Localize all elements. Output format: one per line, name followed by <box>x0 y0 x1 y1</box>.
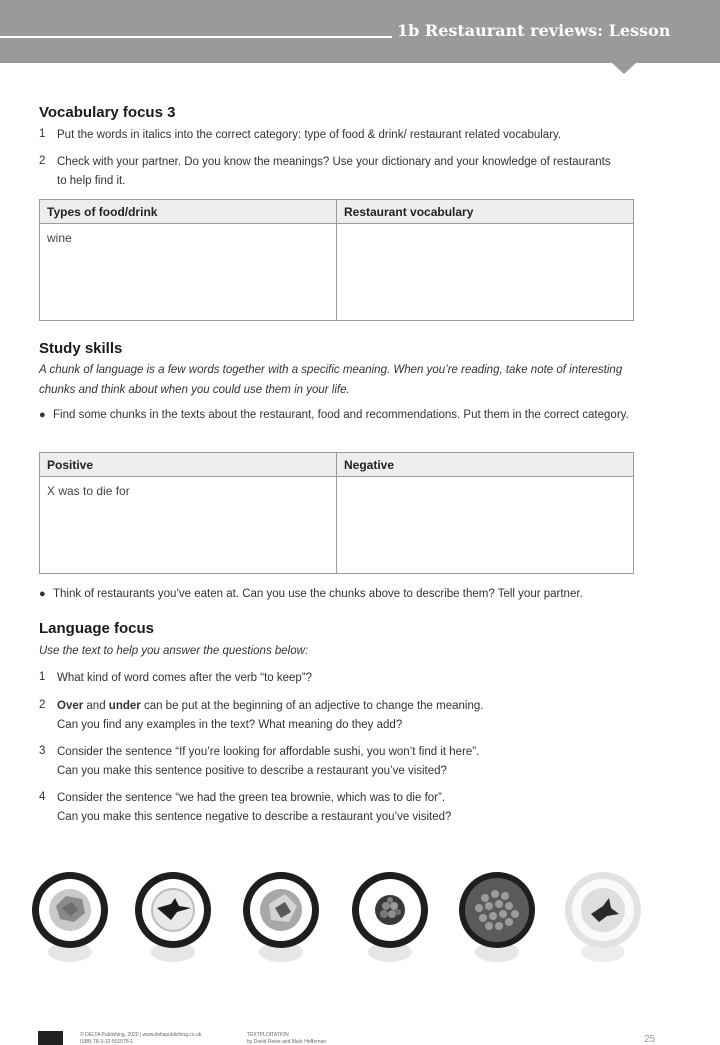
sushi-plate-icon <box>30 868 110 968</box>
language-q2-bold-over: Over <box>57 700 84 712</box>
chunks-table-cell-negative <box>337 477 634 574</box>
language-q2-bold-under: under <box>108 700 141 712</box>
chunks-table-header-negative: Negative <box>337 453 634 477</box>
language-q2-number: 2 <box>39 699 46 711</box>
sushi-plate-icon <box>563 868 643 968</box>
language-q2-rest: can be put at the beginning of an adjective to change the meaning. <box>140 700 484 712</box>
study-bullet-1-text: Find some chunks in the texts about the restaurant, food and recommendations. Put them in the correct category. <box>53 409 629 421</box>
language-q4-number: 4 <box>39 791 46 803</box>
vocab-table <box>39 199 634 321</box>
language-q2-line-1 <box>57 697 647 716</box>
header-rule <box>0 36 392 38</box>
sushi-plate-icon <box>133 868 213 968</box>
language-q1-number: 1 <box>39 671 46 683</box>
language-q3-line-2: Can you make this sentence positive to describe a restaurant you’ve visited? <box>57 765 447 777</box>
vocab-item-1-number: 1 <box>39 128 46 140</box>
sushi-plate-icon <box>350 868 430 968</box>
study-heading: Study skills <box>39 340 123 357</box>
vocab-table-header-food: Types of food/drink <box>40 200 337 224</box>
language-q3-line-1: Consider the sentence “If you’re looking for affordable sushi, you won’t find it here”. <box>57 746 480 758</box>
vocab-heading: Vocabulary focus 3 <box>39 104 176 121</box>
study-intro: A chunk of language is a few words together with a specific meaning. When you’re reading, take note of interesting chunks and think about when you could use them in your life. <box>39 364 623 396</box>
vocab-item-1-text: Put the words in italics into the correct category: type of food & drink/ restaurant related vocabulary. <box>57 129 562 141</box>
study-bullet-1-marker: ● <box>39 409 46 421</box>
language-q1-text: What kind of word comes after the verb “to keep”? <box>57 672 313 684</box>
sushi-plate-icon <box>457 868 537 968</box>
header-tab-marker <box>612 63 636 74</box>
vocab-table-header-restaurant: Restaurant vocabulary <box>337 200 634 224</box>
language-intro: Use the text to help you answer the questions below: <box>39 645 309 657</box>
vocab-table-cell-food: wine <box>40 224 337 321</box>
vocab-item-2-number: 2 <box>39 155 46 167</box>
chunks-table-header-positive: Positive <box>40 453 337 477</box>
language-q4-line-2: Can you make this sentence negative to describe a restaurant you’ve visited? <box>57 811 452 823</box>
language-heading: Language focus <box>39 620 155 637</box>
sushi-plate-icon <box>241 868 321 968</box>
footer-series: TEXTPLOITATION <box>247 1032 289 1038</box>
footer-copyright: © DELTA Publishing, 2020 | www.deltapublishing.co.uk <box>80 1032 202 1038</box>
study-bullet-2-marker: ● <box>39 588 46 600</box>
page-title: 1b Restaurant reviews: Lesson <box>397 21 671 40</box>
language-q2-and: and <box>83 700 109 712</box>
delta-logo <box>38 1031 63 1045</box>
sushi-plates-illustration <box>0 868 720 978</box>
footer-authors: by David Rowe and Mark Heffernan <box>247 1039 327 1045</box>
vocab-item-2-text: Check with your partner. Do you know the meanings? Use your dictionary and your knowledge of restaurants to help find it. <box>57 156 611 187</box>
language-q4-line-1: Consider the sentence “we had the green tea brownie, which was to die for”. <box>57 792 446 804</box>
page-number: 25 <box>644 1034 656 1045</box>
footer-isbn: ISBN 78-3-12-501578-1 <box>80 1039 134 1045</box>
chunks-table-cell-positive: X was to die for <box>40 477 337 574</box>
vocab-table-cell-restaurant <box>337 224 634 321</box>
language-q2-line-2: Can you find any examples in the text? What meaning do they add? <box>57 719 403 731</box>
chunks-table <box>39 452 634 574</box>
study-bullet-2-text: Think of restaurants you’ve eaten at. Can you use the chunks above to describe them? Tell your partner. <box>53 588 583 600</box>
language-q3-number: 3 <box>39 745 46 757</box>
